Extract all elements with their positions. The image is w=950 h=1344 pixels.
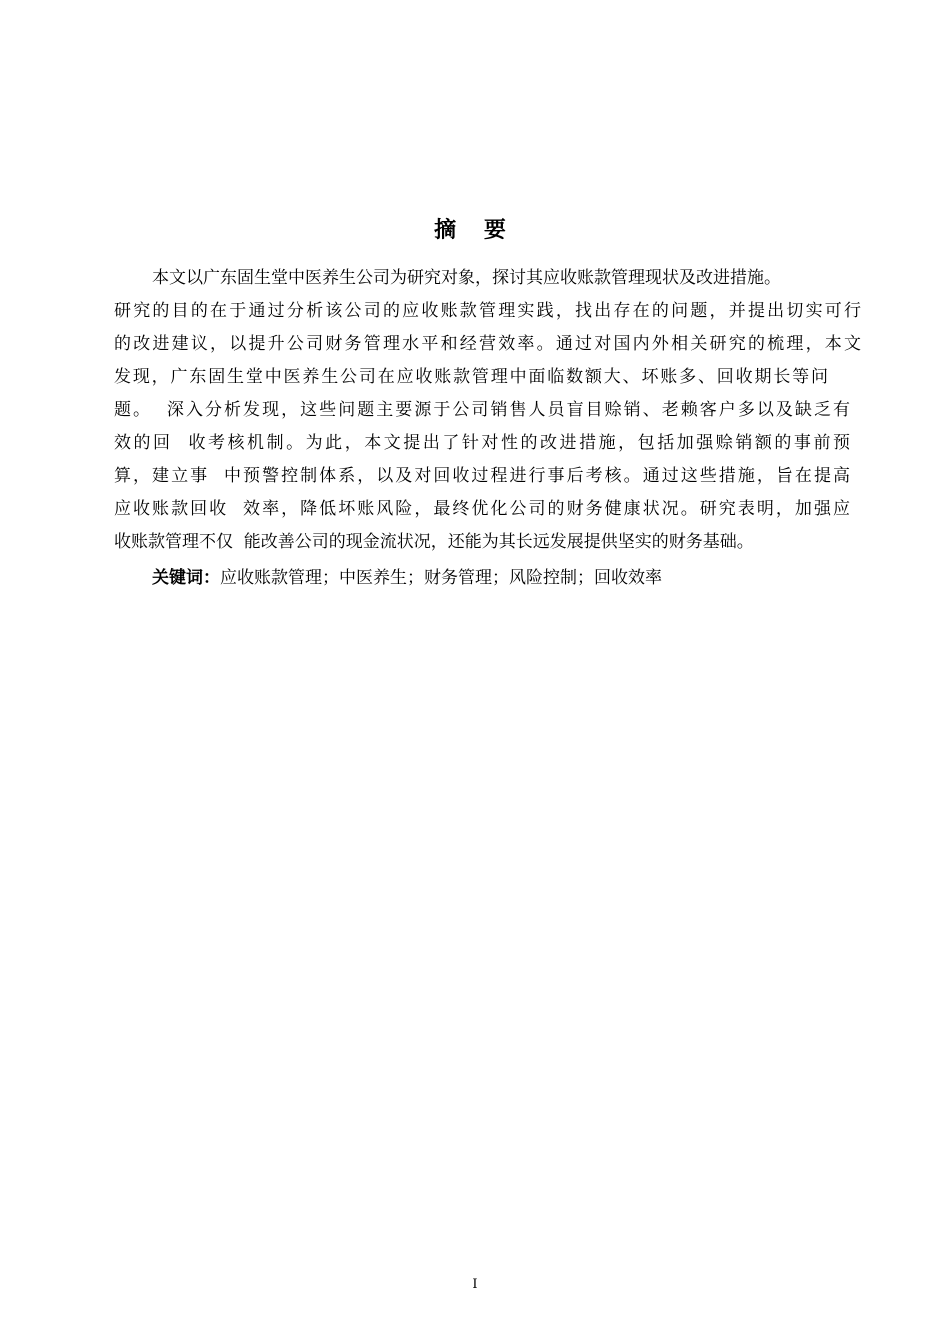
- abstract-line: 研究的目的在于通过分析该公司的应收账款管理实践，找出存在的问题，并提出切实可行: [114, 301, 861, 321]
- abstract-line: 应收账款回收 效率，降低坏账风险，最终优化公司的财务健康状况。研究表明，加强应: [114, 499, 850, 519]
- abstract-title: 摘 要: [434, 218, 516, 243]
- keywords-label: 关键词：: [152, 568, 220, 588]
- abstract-line: 收账款管理不仅 能改善公司的现金流状况，还能为其长远发展提供坚实的财务基础。: [114, 532, 754, 552]
- keywords-line: [152, 562, 662, 595]
- abstract-line: 效的回 收考核机制。为此，本文提出了针对性的改进措施，包括加强赊销额的事前预: [114, 433, 850, 453]
- abstract-line: 题。 深入分析发现，这些问题主要源于公司销售人员盲目赊销、老赖客户多以及缺乏有: [114, 400, 850, 420]
- abstract-line: 发现，广东固生堂中医养生公司在应收账款管理中面临数额大、坏账多、回收期长等问: [114, 367, 828, 387]
- page-number: I: [472, 1277, 478, 1292]
- abstract-line: 算，建立事 中预警控制体系，以及对回收过程进行事后考核。通过这些措施，旨在提高: [114, 466, 850, 486]
- abstract-line: 本文以广东固生堂中医养生公司为研究对象，探讨其应收账款管理现状及改进措施。: [152, 268, 781, 288]
- keywords-value: 应收账款管理；中医养生；财务管理；风险控制；回收效率: [220, 568, 662, 588]
- abstract-body: [114, 262, 861, 559]
- abstract-line: 的改进建议，以提升公司财务管理水平和经营效率。通过对国内外相关研究的梳理，本文: [114, 334, 861, 354]
